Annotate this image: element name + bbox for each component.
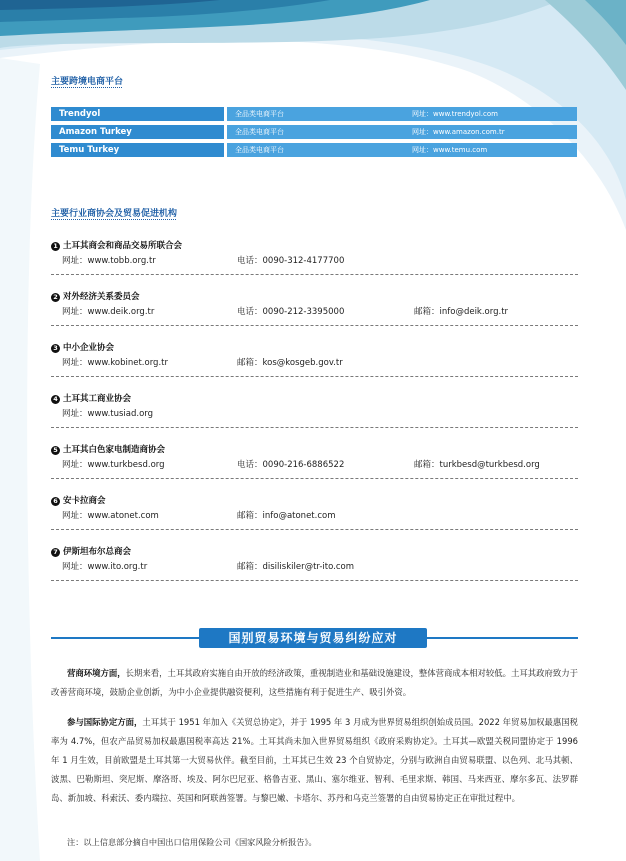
platform-name: Temu Turkey bbox=[51, 143, 224, 157]
dashed-divider bbox=[51, 274, 578, 275]
source-note: 注：以上信息部分摘自中国出口信用保险公司《国家风险分析报告》。 bbox=[67, 837, 317, 847]
platform-type: 全品类电商平台 bbox=[227, 125, 451, 139]
platform-row bbox=[51, 125, 577, 139]
org-entry bbox=[51, 494, 578, 538]
platform-type: 全品类电商平台 bbox=[227, 143, 451, 157]
dashed-divider bbox=[51, 529, 578, 530]
org-phone: 电话：0090-216-6886522 bbox=[237, 460, 345, 470]
org-email[interactable]: 邮箱：info@atonet.com bbox=[237, 511, 336, 521]
dashed-divider bbox=[51, 427, 578, 428]
platform-name: Trendyol bbox=[51, 107, 224, 121]
dashed-divider bbox=[51, 325, 578, 326]
dashed-divider bbox=[51, 580, 578, 581]
associations-section-title: 主要行业商协会及贸易促进机构 bbox=[51, 209, 178, 219]
org-phone: 电话：0090-312-4177700 bbox=[237, 256, 345, 266]
org-entry bbox=[51, 290, 578, 334]
platform-website[interactable]: 网址：www.trendyol.com bbox=[404, 107, 577, 121]
number-badge: 4 bbox=[51, 395, 60, 404]
platform-row bbox=[51, 143, 577, 157]
org-website[interactable]: 网址：www.turkbesd.org bbox=[62, 460, 165, 470]
banner-left-rule bbox=[51, 637, 199, 639]
org-name: 土耳其白色家电制造商协会 bbox=[63, 445, 166, 455]
dashed-divider bbox=[51, 376, 578, 377]
platform-row bbox=[51, 107, 577, 121]
business-environment-paragraph bbox=[51, 664, 578, 702]
number-badge: 7 bbox=[51, 548, 60, 557]
paragraph-text: 长期来看，土耳其政府实施自由开放的经济政策，重视制造业和基础设施建设，整体营商成本相对较低。土耳其政府致力于改善营商环境，鼓励企业创新，为中小企业提供融资便利，这些措施有利于促进生产、吸引外资。 bbox=[51, 668, 578, 697]
number-badge: 3 bbox=[51, 344, 60, 353]
paragraph-text: 土耳其于 1951 年加入《关贸总协定》，并于 1995 年 3 月成为世界贸易组织创始成员国。2022 年贸易加权最惠国税率为 4.7%，但农产品贸易加权最惠国税率高达 21%。土耳其尚未加入世界贸易组织《政府采购协定》。土耳其—欧盟关税同盟协定于 1996 年 1 月生效，目前欧盟是土耳其第一大贸易伙伴。截至目前，土耳其已生效 23 个自贸协定，分别与欧洲自由贸易联盟、以色列、北马其顿、波黑、巴勒斯坦、突尼斯、摩洛哥、埃及、阿尔巴尼亚、格鲁吉亚、黑山、塞尔维亚、智利、毛里求斯、韩国、马来西亚、摩尔多瓦、法罗群岛、新加坡、科索沃、委内瑞拉、英国和阿联酋签署。与黎巴嫩、卡塔尔、苏丹和乌克兰签署的自由贸易协定正在审批过程中。 bbox=[51, 717, 578, 803]
org-entry bbox=[51, 392, 578, 436]
org-name: 伊斯坦布尔总商会 bbox=[63, 547, 132, 557]
platforms-section-title: 主要跨境电商平台 bbox=[51, 77, 124, 87]
org-name: 对外经济关系委员会 bbox=[63, 292, 140, 302]
org-title bbox=[51, 545, 131, 557]
number-badge: 1 bbox=[51, 242, 60, 251]
org-entry bbox=[51, 341, 578, 385]
org-entry bbox=[51, 443, 578, 487]
org-website[interactable]: 网址：www.tobb.org.tr bbox=[62, 256, 156, 266]
number-badge: 2 bbox=[51, 293, 60, 302]
org-title bbox=[51, 239, 182, 251]
org-title bbox=[51, 494, 106, 506]
org-email[interactable]: 邮箱：kos@kosgeb.gov.tr bbox=[237, 358, 343, 368]
org-website[interactable]: 网址：www.tusiad.org bbox=[62, 409, 154, 419]
international-agreements-paragraph bbox=[51, 713, 578, 808]
org-title bbox=[51, 341, 114, 353]
platform-website[interactable]: 网址：www.temu.com bbox=[404, 143, 577, 157]
platform-type: 全品类电商平台 bbox=[227, 107, 451, 121]
org-email[interactable]: 邮箱：disiliskiler@tr-ito.com bbox=[237, 562, 355, 572]
org-title bbox=[51, 443, 165, 455]
number-badge: 5 bbox=[51, 446, 60, 455]
org-name: 安卡拉商会 bbox=[63, 496, 106, 506]
platform-name: Amazon Turkey bbox=[51, 125, 224, 139]
dashed-divider bbox=[51, 478, 578, 479]
platform-website[interactable]: 网址：www.amazon.com.tr bbox=[404, 125, 577, 139]
org-entry bbox=[51, 545, 578, 589]
org-email[interactable]: 邮箱：info@deik.org.tr bbox=[414, 307, 509, 317]
org-website[interactable]: 网址：www.atonet.com bbox=[62, 511, 159, 521]
section-banner: 国别贸易环境与贸易纠纷应对 bbox=[199, 628, 427, 648]
org-website[interactable]: 网址：www.ito.org.tr bbox=[62, 562, 148, 572]
org-entry bbox=[51, 239, 578, 283]
org-name: 土耳其工商业协会 bbox=[63, 394, 132, 404]
org-name: 土耳其商会和商品交易所联合会 bbox=[63, 241, 183, 251]
org-email[interactable]: 邮箱：turkbesd@turkbesd.org bbox=[414, 460, 540, 470]
number-badge: 6 bbox=[51, 497, 60, 506]
banner-right-rule bbox=[427, 637, 578, 639]
org-phone: 电话：0090-212-3395000 bbox=[237, 307, 345, 317]
org-website[interactable]: 网址：www.deik.org.tr bbox=[62, 307, 155, 317]
org-name: 中小企业协会 bbox=[63, 343, 115, 353]
org-title bbox=[51, 290, 140, 302]
paragraph-lead: 营商环境方面， bbox=[67, 668, 126, 678]
org-website[interactable]: 网址：www.kobinet.org.tr bbox=[62, 358, 168, 368]
org-title bbox=[51, 392, 131, 404]
paragraph-lead: 参与国际协定方面， bbox=[67, 717, 143, 727]
